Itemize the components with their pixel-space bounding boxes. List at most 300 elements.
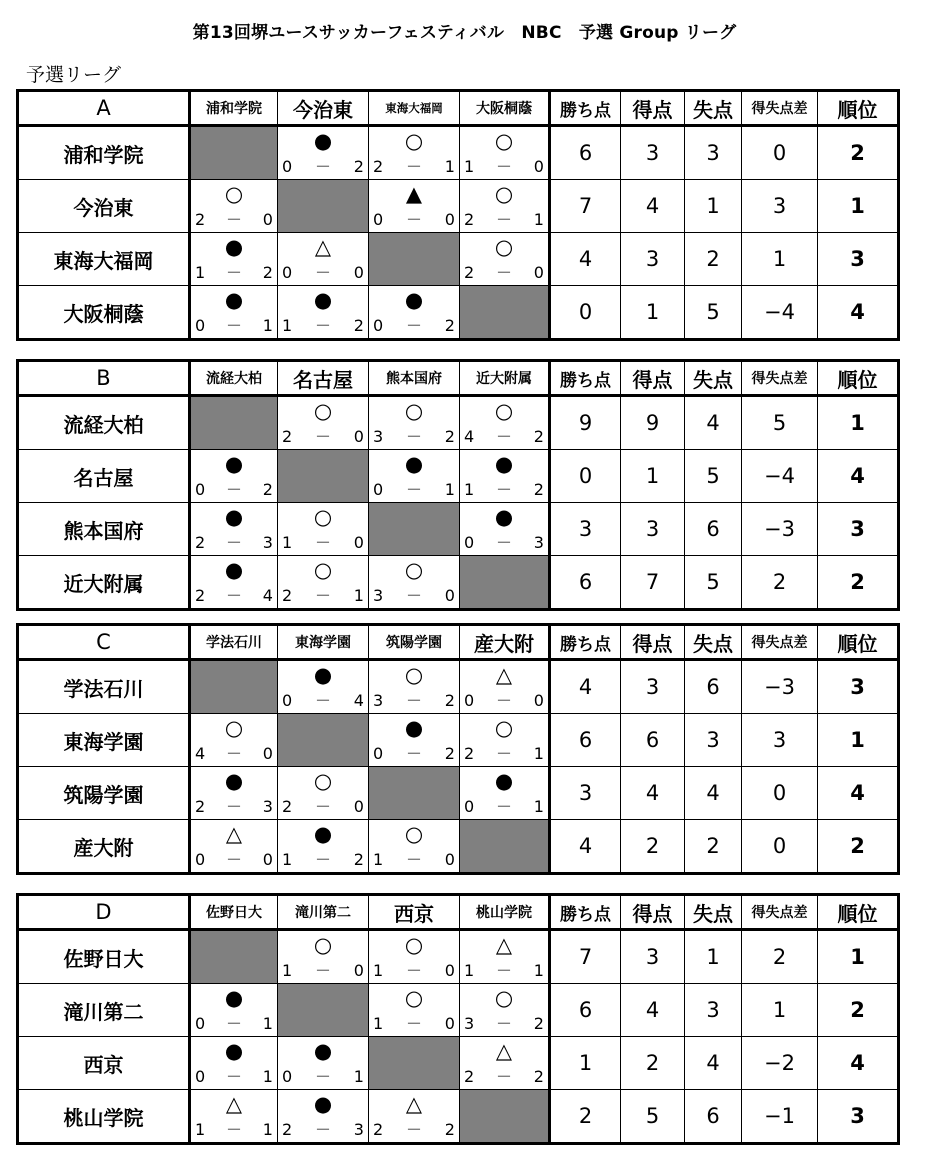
match-score <box>282 158 364 176</box>
group-name: A <box>18 91 190 126</box>
score-dash: － <box>405 427 422 446</box>
score-opponent: 0 <box>444 586 455 605</box>
goals-for-value: 3 <box>621 660 685 714</box>
points-value: 6 <box>550 714 621 767</box>
match-score <box>464 798 544 816</box>
rank-value: 3 <box>818 1090 899 1144</box>
score-opponent: 1 <box>262 316 273 335</box>
match-result-cell <box>278 556 369 610</box>
opponent-header: 大阪桐蔭 <box>460 91 550 126</box>
match-result-cell <box>460 450 550 503</box>
result-mark-icon: △ <box>405 1092 423 1116</box>
goals-against-value: 3 <box>685 984 742 1037</box>
self-match-cell <box>278 450 369 503</box>
score-own: 3 <box>373 427 384 446</box>
group-header-row <box>18 895 899 930</box>
rank-value: 1 <box>818 396 899 450</box>
match-score <box>195 481 273 499</box>
goals-against-value: 1 <box>685 180 742 233</box>
match-score <box>195 1121 273 1139</box>
score-dash: － <box>495 961 512 980</box>
goal-diff-header: 得失点差 <box>742 361 818 396</box>
score-dash: － <box>225 1067 242 1086</box>
match-score <box>373 317 455 335</box>
result-mark-icon: ● <box>224 1039 244 1063</box>
result-mark-icon: ○ <box>404 986 424 1010</box>
section-subtitle: 予選リーグ <box>26 64 122 86</box>
group-table-b <box>16 359 900 611</box>
result-mark-icon: △ <box>314 235 332 259</box>
match-result-cell <box>278 930 369 984</box>
match-score <box>195 745 273 763</box>
points-value: 7 <box>550 930 621 984</box>
score-dash: － <box>495 797 512 816</box>
score-dash: － <box>314 533 331 552</box>
goal-diff-value: 0 <box>742 767 818 820</box>
score-own: 1 <box>282 533 293 552</box>
score-own: 2 <box>464 210 475 229</box>
match-result-cell <box>278 126 369 180</box>
rank-header: 順位 <box>818 625 899 660</box>
score-dash: － <box>405 961 422 980</box>
group-table-d <box>16 893 900 1145</box>
score-own: 0 <box>373 480 384 499</box>
score-opponent: 1 <box>533 961 544 980</box>
goals-for-header: 得点 <box>621 361 685 396</box>
team-name: 浦和学院 <box>18 126 190 180</box>
opponent-header: 佐野日大 <box>190 895 278 930</box>
score-own: 2 <box>195 533 206 552</box>
result-mark-icon: ● <box>404 288 424 312</box>
group-name: C <box>18 625 190 660</box>
points-value: 0 <box>550 286 621 340</box>
match-score <box>373 211 455 229</box>
match-score <box>195 798 273 816</box>
match-result-cell <box>460 503 550 556</box>
match-score <box>373 745 455 763</box>
score-dash: － <box>314 157 331 176</box>
score-dash: － <box>225 210 242 229</box>
score-own: 0 <box>373 316 384 335</box>
score-opponent: 2 <box>262 480 273 499</box>
goals-against-value: 2 <box>685 233 742 286</box>
match-score <box>373 962 455 980</box>
score-opponent: 0 <box>353 263 364 282</box>
result-mark-icon: ○ <box>404 558 424 582</box>
opponent-header: 今治東 <box>278 91 369 126</box>
score-dash: － <box>225 263 242 282</box>
goal-diff-value: 1 <box>742 984 818 1037</box>
group-header-row <box>18 625 899 660</box>
rank-value: 3 <box>818 660 899 714</box>
score-own: 0 <box>464 797 475 816</box>
goals-against-header: 失点 <box>685 91 742 126</box>
score-own: 0 <box>282 263 293 282</box>
goals-for-header: 得点 <box>621 895 685 930</box>
team-name: 筑陽学園 <box>18 767 190 820</box>
goal-diff-header: 得失点差 <box>742 895 818 930</box>
score-dash: － <box>495 480 512 499</box>
score-dash: － <box>314 427 331 446</box>
rank-value: 4 <box>818 450 899 503</box>
score-own: 2 <box>282 797 293 816</box>
match-result-cell <box>460 660 550 714</box>
result-mark-icon: ▲ <box>405 182 423 206</box>
goals-against-value: 5 <box>685 556 742 610</box>
opponent-header: 東海学園 <box>278 625 369 660</box>
self-match-cell <box>190 660 278 714</box>
match-result-cell <box>460 396 550 450</box>
match-result-cell <box>369 984 460 1037</box>
points-value: 6 <box>550 126 621 180</box>
score-dash: － <box>405 850 422 869</box>
match-result-cell <box>278 233 369 286</box>
goal-diff-header: 得失点差 <box>742 625 818 660</box>
score-opponent: 4 <box>262 586 273 605</box>
result-mark-icon: ● <box>224 986 244 1010</box>
goals-for-value: 1 <box>621 450 685 503</box>
score-opponent: 0 <box>444 210 455 229</box>
score-dash: － <box>495 157 512 176</box>
match-result-cell <box>190 233 278 286</box>
match-score <box>195 1068 273 1086</box>
match-result-cell <box>369 930 460 984</box>
score-dash: － <box>314 263 331 282</box>
score-own: 3 <box>373 586 384 605</box>
rank-value: 3 <box>818 503 899 556</box>
score-own: 2 <box>373 157 384 176</box>
score-own: 0 <box>464 691 475 710</box>
team-row <box>18 767 899 820</box>
match-score <box>464 481 544 499</box>
score-opponent: 2 <box>444 427 455 446</box>
score-dash: － <box>495 533 512 552</box>
match-result-cell <box>278 1090 369 1144</box>
goals-for-value: 5 <box>621 1090 685 1144</box>
match-result-cell <box>460 126 550 180</box>
team-name: 佐野日大 <box>18 930 190 984</box>
score-own: 2 <box>195 797 206 816</box>
match-score <box>282 851 364 869</box>
score-dash: － <box>225 797 242 816</box>
score-own: 1 <box>373 850 384 869</box>
points-value: 1 <box>550 1037 621 1090</box>
result-mark-icon: ○ <box>404 129 424 153</box>
score-opponent: 0 <box>262 744 273 763</box>
score-own: 1 <box>373 1014 384 1033</box>
goals-for-header: 得点 <box>621 91 685 126</box>
match-score <box>282 534 364 552</box>
score-opponent: 1 <box>533 744 544 763</box>
points-value: 3 <box>550 503 621 556</box>
score-opponent: 2 <box>353 850 364 869</box>
team-name: 東海大福岡 <box>18 233 190 286</box>
score-opponent: 1 <box>533 797 544 816</box>
team-name: 近大附属 <box>18 556 190 610</box>
points-value: 2 <box>550 1090 621 1144</box>
match-score <box>282 1068 364 1086</box>
score-opponent: 3 <box>262 533 273 552</box>
match-result-cell <box>190 1037 278 1090</box>
goals-against-header: 失点 <box>685 361 742 396</box>
score-own: 4 <box>195 744 206 763</box>
goals-for-value: 3 <box>621 233 685 286</box>
score-own: 0 <box>195 1067 206 1086</box>
match-score <box>373 692 455 710</box>
self-match-cell <box>460 556 550 610</box>
match-result-cell <box>460 930 550 984</box>
goal-diff-value: 5 <box>742 396 818 450</box>
match-score <box>373 851 455 869</box>
score-dash: － <box>225 1014 242 1033</box>
match-result-cell <box>190 767 278 820</box>
goal-diff-value: −3 <box>742 660 818 714</box>
score-opponent: 0 <box>533 263 544 282</box>
goals-against-value: 3 <box>685 126 742 180</box>
result-mark-icon: ○ <box>494 399 514 423</box>
rank-value: 2 <box>818 984 899 1037</box>
result-mark-icon: ○ <box>224 182 244 206</box>
goal-diff-value: 2 <box>742 556 818 610</box>
match-result-cell <box>278 503 369 556</box>
rank-value: 3 <box>818 233 899 286</box>
self-match-cell <box>460 1090 550 1144</box>
result-mark-icon: ● <box>494 505 514 529</box>
goals-against-value: 6 <box>685 660 742 714</box>
goal-diff-header: 得失点差 <box>742 91 818 126</box>
rank-value: 4 <box>818 767 899 820</box>
score-dash: － <box>495 691 512 710</box>
goals-for-value: 9 <box>621 396 685 450</box>
score-own: 1 <box>464 480 475 499</box>
team-name: 桃山学院 <box>18 1090 190 1144</box>
score-dash: － <box>405 691 422 710</box>
result-mark-icon: ● <box>313 663 333 687</box>
score-own: 0 <box>195 850 206 869</box>
goals-for-header: 得点 <box>621 625 685 660</box>
match-score <box>373 1015 455 1033</box>
score-own: 2 <box>282 1120 293 1139</box>
opponent-header: 産大附 <box>460 625 550 660</box>
match-score <box>464 534 544 552</box>
goal-diff-value: 1 <box>742 233 818 286</box>
score-opponent: 0 <box>353 961 364 980</box>
score-dash: － <box>225 850 242 869</box>
match-score <box>464 428 544 446</box>
score-dash: － <box>225 1120 242 1139</box>
score-own: 1 <box>282 961 293 980</box>
points-value: 0 <box>550 450 621 503</box>
result-mark-icon: ○ <box>313 399 333 423</box>
score-opponent: 0 <box>444 961 455 980</box>
rank-value: 4 <box>818 286 899 340</box>
team-row <box>18 126 899 180</box>
goals-against-value: 6 <box>685 1090 742 1144</box>
self-match-cell <box>460 286 550 340</box>
score-dash: － <box>405 1014 422 1033</box>
match-result-cell <box>460 1037 550 1090</box>
score-opponent: 3 <box>353 1120 364 1139</box>
result-mark-icon: ● <box>404 716 424 740</box>
score-dash: － <box>495 1067 512 1086</box>
result-mark-icon: ● <box>224 769 244 793</box>
result-mark-icon: ● <box>224 558 244 582</box>
goals-for-value: 2 <box>621 1037 685 1090</box>
self-match-cell <box>190 930 278 984</box>
points-value: 4 <box>550 820 621 874</box>
page-title: 第13回堺ユースサッカーフェスティバル NBC 予選 Group リーグ <box>192 23 737 43</box>
score-own: 4 <box>464 427 475 446</box>
score-dash: － <box>495 427 512 446</box>
score-dash: － <box>314 797 331 816</box>
match-score <box>464 692 544 710</box>
team-name: 滝川第二 <box>18 984 190 1037</box>
match-score <box>195 851 273 869</box>
score-own: 2 <box>195 586 206 605</box>
goals-for-value: 4 <box>621 767 685 820</box>
opponent-header: 名古屋 <box>278 361 369 396</box>
goals-against-value: 4 <box>685 1037 742 1090</box>
goals-for-value: 7 <box>621 556 685 610</box>
team-name: 学法石川 <box>18 660 190 714</box>
score-opponent: 0 <box>262 850 273 869</box>
score-dash: － <box>314 586 331 605</box>
team-row <box>18 556 899 610</box>
score-opponent: 2 <box>533 1067 544 1086</box>
team-row <box>18 180 899 233</box>
result-mark-icon: ○ <box>313 505 333 529</box>
score-own: 2 <box>195 210 206 229</box>
self-match-cell <box>460 820 550 874</box>
match-score <box>282 692 364 710</box>
goals-for-value: 3 <box>621 930 685 984</box>
result-mark-icon: ○ <box>404 663 424 687</box>
rank-value: 1 <box>818 180 899 233</box>
match-result-cell <box>190 1090 278 1144</box>
score-dash: － <box>405 157 422 176</box>
match-score <box>373 587 455 605</box>
score-own: 0 <box>373 744 384 763</box>
team-row <box>18 660 899 714</box>
goal-diff-value: 0 <box>742 820 818 874</box>
result-mark-icon: ○ <box>224 716 244 740</box>
result-mark-icon: ○ <box>494 129 514 153</box>
match-score <box>195 211 273 229</box>
score-dash: － <box>495 1014 512 1033</box>
rank-value: 4 <box>818 1037 899 1090</box>
score-own: 0 <box>282 157 293 176</box>
score-own: 1 <box>464 961 475 980</box>
opponent-header: 西京 <box>369 895 460 930</box>
score-own: 2 <box>282 427 293 446</box>
match-result-cell <box>460 984 550 1037</box>
result-mark-icon: ○ <box>313 558 333 582</box>
score-dash: － <box>405 744 422 763</box>
match-result-cell <box>369 714 460 767</box>
match-score <box>282 798 364 816</box>
self-match-cell <box>190 396 278 450</box>
score-opponent: 0 <box>444 850 455 869</box>
score-opponent: 1 <box>262 1014 273 1033</box>
match-score <box>195 587 273 605</box>
result-mark-icon: ● <box>224 505 244 529</box>
score-own: 0 <box>195 316 206 335</box>
match-score <box>464 1068 544 1086</box>
team-name: 東海学園 <box>18 714 190 767</box>
goal-diff-value: −4 <box>742 450 818 503</box>
team-name: 産大附 <box>18 820 190 874</box>
score-own: 1 <box>195 263 206 282</box>
score-dash: － <box>225 480 242 499</box>
score-own: 0 <box>373 210 384 229</box>
points-header: 勝ち点 <box>550 895 621 930</box>
rank-value: 2 <box>818 556 899 610</box>
rank-value: 1 <box>818 714 899 767</box>
score-opponent: 2 <box>262 263 273 282</box>
rank-header: 順位 <box>818 361 899 396</box>
score-opponent: 0 <box>444 1014 455 1033</box>
team-row <box>18 714 899 767</box>
score-own: 0 <box>282 1067 293 1086</box>
match-result-cell <box>460 767 550 820</box>
opponent-header: 浦和学院 <box>190 91 278 126</box>
goal-diff-value: 0 <box>742 126 818 180</box>
score-opponent: 0 <box>533 691 544 710</box>
match-score <box>282 317 364 335</box>
match-result-cell <box>460 233 550 286</box>
match-score <box>464 211 544 229</box>
result-mark-icon: ● <box>404 452 424 476</box>
match-result-cell <box>369 1090 460 1144</box>
match-result-cell <box>460 714 550 767</box>
match-result-cell <box>190 286 278 340</box>
score-opponent: 2 <box>353 157 364 176</box>
goals-against-value: 1 <box>685 930 742 984</box>
match-score <box>282 1121 364 1139</box>
result-mark-icon: ○ <box>494 986 514 1010</box>
team-name: 大阪桐蔭 <box>18 286 190 340</box>
result-mark-icon: ● <box>494 769 514 793</box>
self-match-cell <box>369 233 460 286</box>
goals-for-value: 4 <box>621 984 685 1037</box>
match-result-cell <box>369 126 460 180</box>
match-result-cell <box>190 556 278 610</box>
match-score <box>282 962 364 980</box>
match-score <box>195 1015 273 1033</box>
score-own: 1 <box>282 316 293 335</box>
score-opponent: 2 <box>533 480 544 499</box>
score-opponent: 2 <box>444 1120 455 1139</box>
score-opponent: 0 <box>533 157 544 176</box>
score-own: 3 <box>464 1014 475 1033</box>
score-opponent: 1 <box>353 1067 364 1086</box>
team-name: 熊本国府 <box>18 503 190 556</box>
score-dash: － <box>405 1120 422 1139</box>
rank-header: 順位 <box>818 91 899 126</box>
score-opponent: 2 <box>444 744 455 763</box>
result-mark-icon: ● <box>313 1039 333 1063</box>
result-mark-icon: △ <box>495 663 513 687</box>
match-score <box>195 317 273 335</box>
score-dash: － <box>314 850 331 869</box>
score-own: 1 <box>195 1120 206 1139</box>
score-dash: － <box>405 210 422 229</box>
goal-diff-value: 3 <box>742 180 818 233</box>
team-row <box>18 1037 899 1090</box>
group-name: D <box>18 895 190 930</box>
match-score <box>373 481 455 499</box>
goals-for-value: 4 <box>621 180 685 233</box>
